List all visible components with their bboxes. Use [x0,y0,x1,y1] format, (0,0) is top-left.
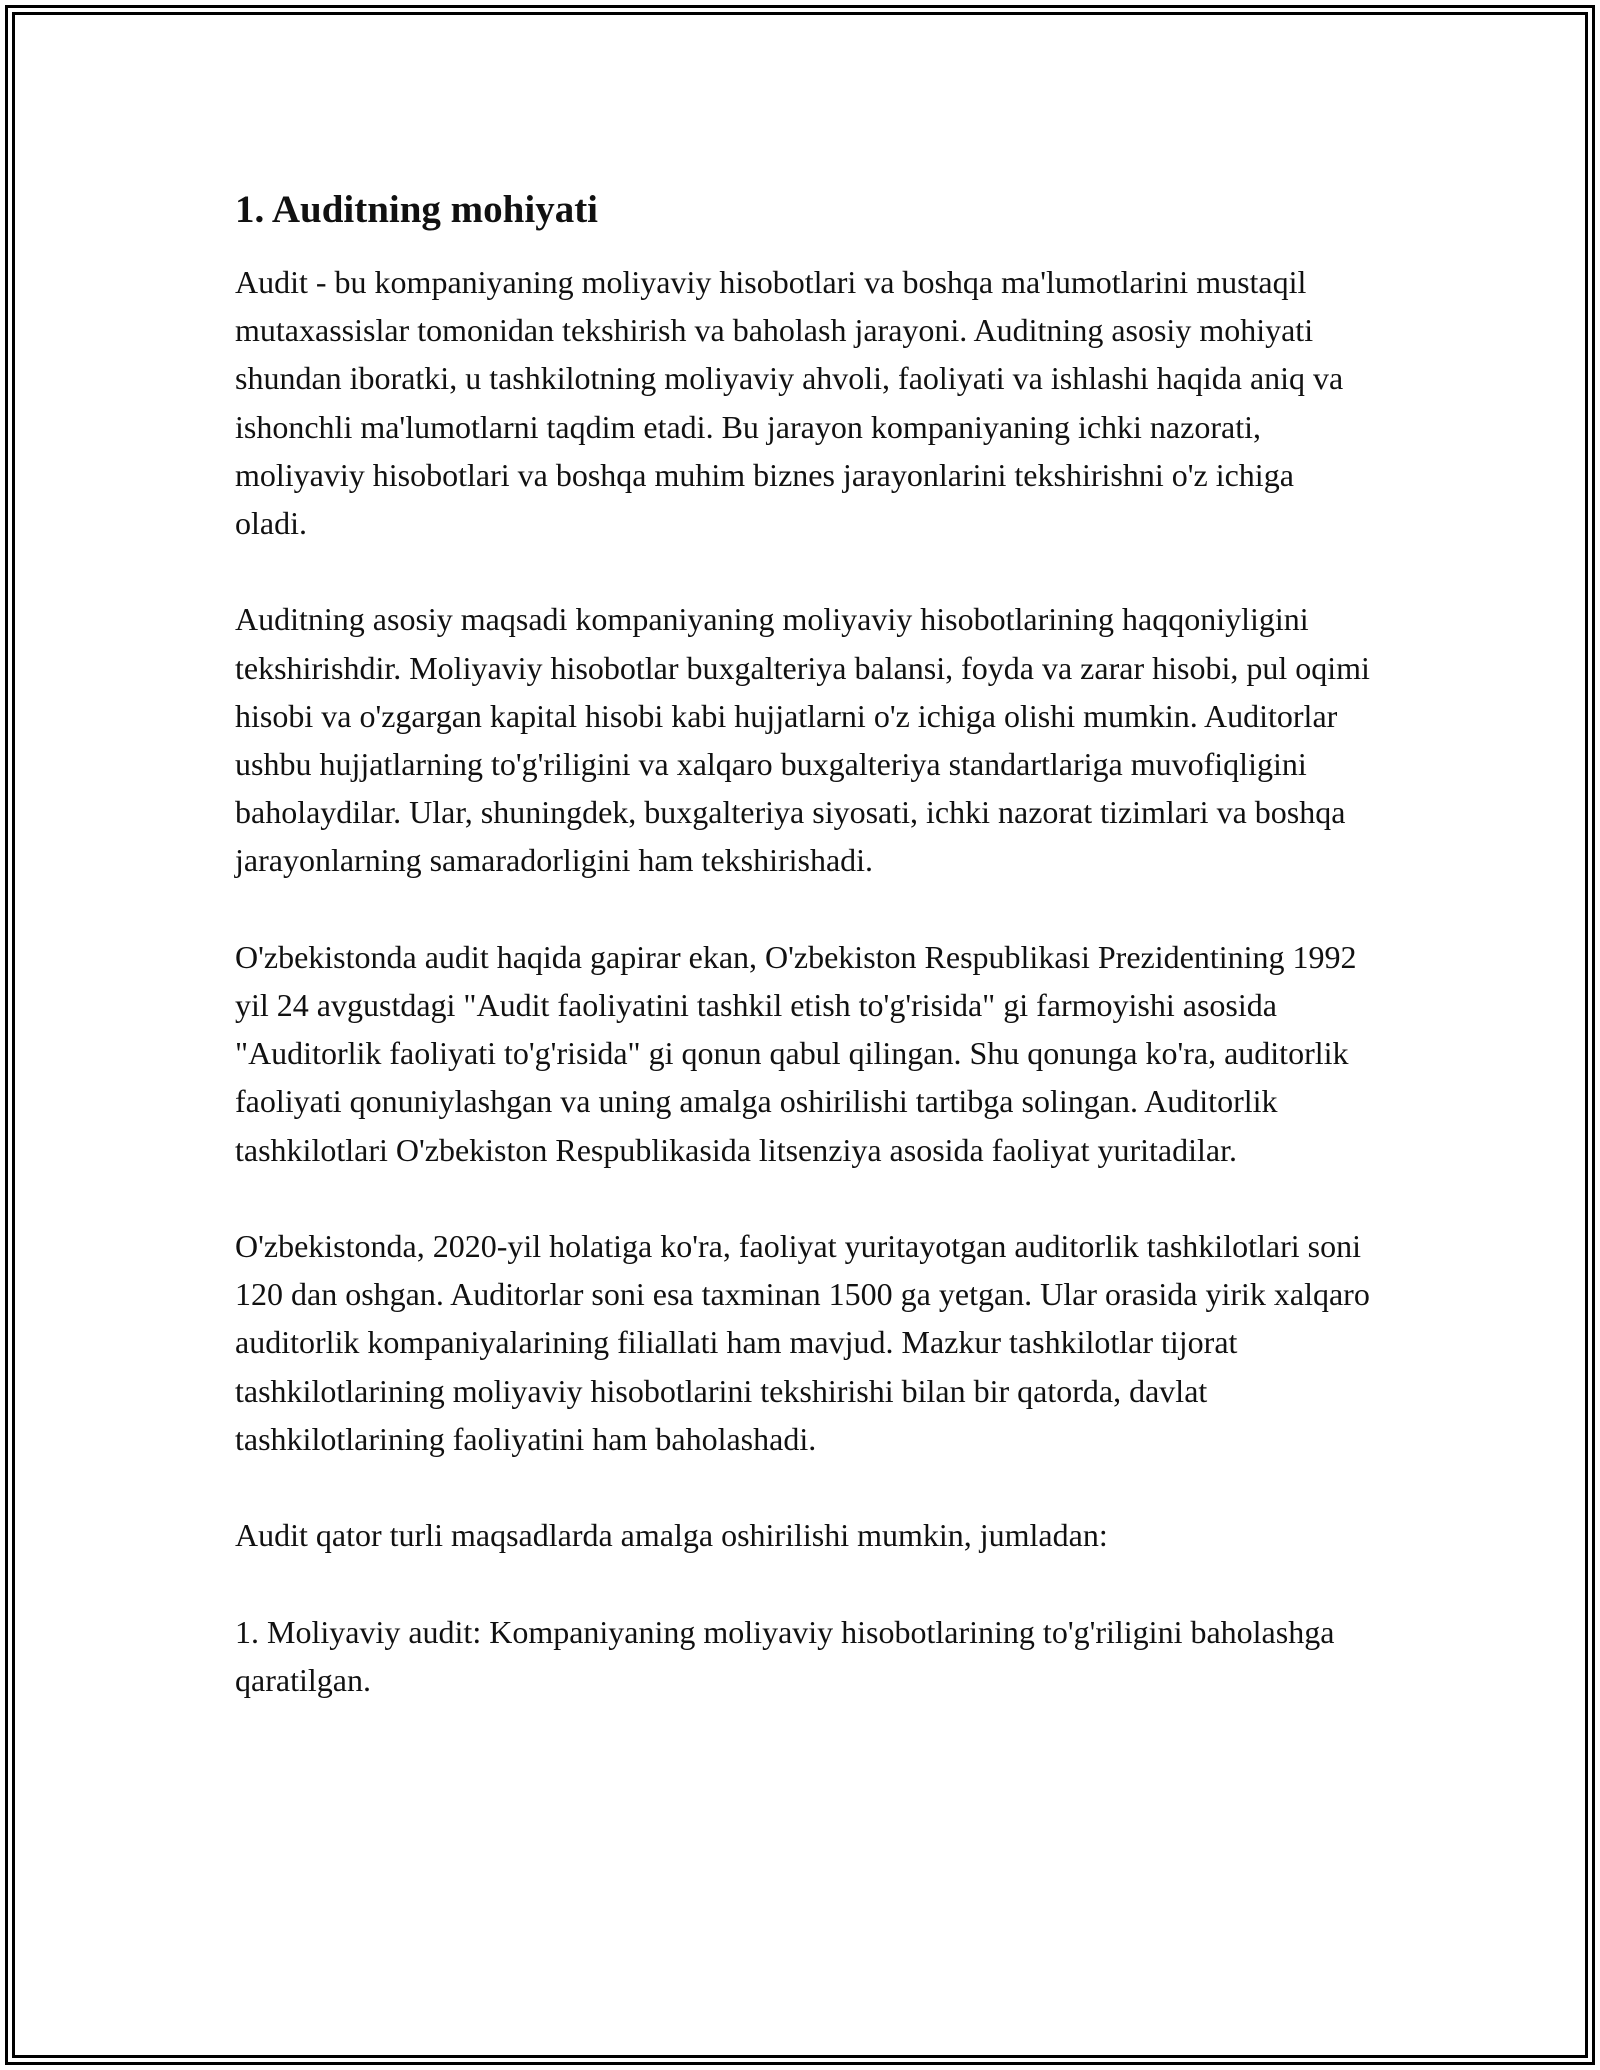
paragraph-audit-definition: Audit - bu kompaniyaning moliyaviy hisobotlari va boshqa ma'lumotlarini mustaqil mutaxassislar tomonidan tekshirish va baholash jarayoni. Auditning asosiy mohiyati shundan iboratki, u tashkilotning moliyaviy ahvoli, faoliyati va ishlashi haqida aniq va ishonchli ma'lumotlarni taqdim etadi. Bu jarayon kompaniyaning ichki nazorati, moliyaviy hisobotlari va boshqa muhim biznes jarayonlarini tekshirishni o'z ichiga oladi. [235,264,1344,542]
document-body [235,186,1370,1704]
paragraph-audit-law: O'zbekistonda audit haqida gapirar ekan, O'zbekiston Respublikasi Prezidentining 1992 yil 24 avgustdagi "Audit faoliyatini tashkil etish to'g'risida" gi farmoyishi asosida "Auditorlik faoliyati to'g'risida" gi qonun qabul qilingan. Shu qonunga ko'ra, auditorlik faoliyati qonuniylashgan va uning amalga oshirilishi tartibga solingan. Auditorlik tashkilotlari O'zbekiston Respublikasida litsenziya asosida faoliyat yuritadilar. [235,938,1357,1168]
paragraph-audit-types-intro: Audit qator turli maqsadlarda amalga oshirilishi mumkin, jumladan: [235,1517,1108,1554]
list-item-financial-audit: 1. Moliyaviy audit: Kompaniyaning moliyaviy hisobotlarining to'g'riligini baholashga qaratilgan. [235,1613,1335,1698]
paragraph-audit-purpose: Auditning asosiy maqsadi kompaniyaning moliyaviy hisobotlarining haqqoniyligini tekshirishdir. Moliyaviy hisobotlar buxgalteriya balansi, foyda va zarar hisobi, pul oqimi hisobi va o'zgargan kapital hisobi kabi hujjatlarni o'z ichiga olishi mumkin. Auditorlar ushbu hujjatlarning to'g'riligini va xalqaro buxgalteriya standartlariga muvofiqligini baholaydilar. Ular, shuningdek, buxgalteriya siyosati, ichki nazorat tizimlari va boshqa jarayonlarning samaradorligini ham tekshirishadi. [235,601,1370,879]
section-title: 1. Auditning mohiyati [235,188,599,231]
paragraph-audit-statistics: O'zbekistonda, 2020-yil holatiga ko'ra, faoliyat yuritayotgan auditorlik tashkilotlari soni 120 dan oshgan. Auditorlar soni esa taxminan 1500 ga yetgan. Ular orasida yirik xalqaro auditorlik kompaniyalarining filiallati ham mavjud. Mazkur tashkilotlar tijorat tashkilotlarining moliyaviy hisobotlarini tekshirishi bilan bir qatorda, davlat tashkilotlarining faoliyatini ham baholashadi. [235,1228,1370,1457]
